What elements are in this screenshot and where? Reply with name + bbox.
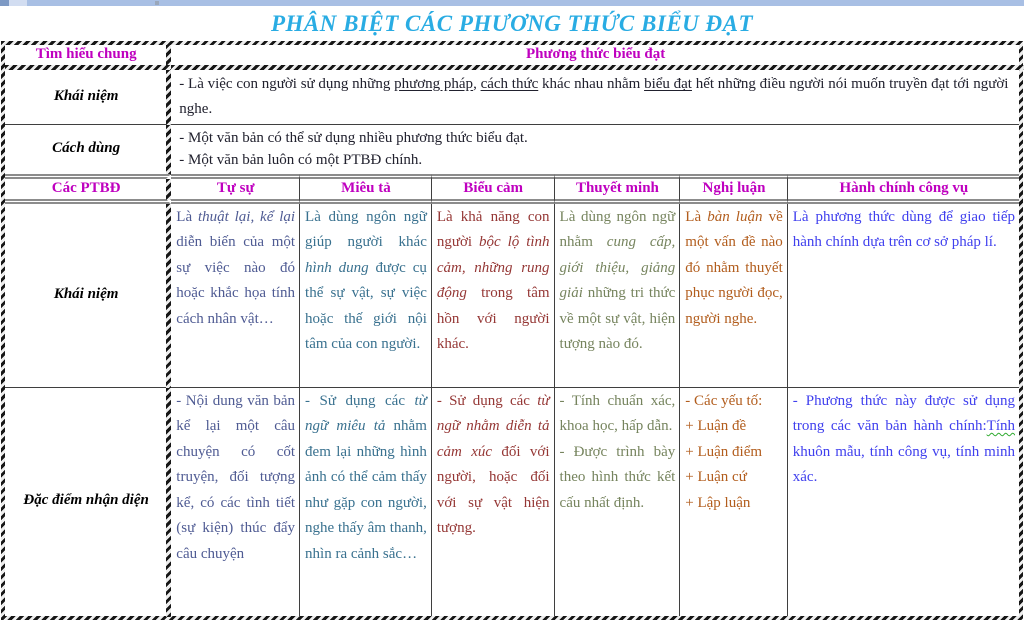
cell-khai-niem-row-label[interactable]: Khái niệm	[5, 204, 171, 388]
column-header-bieu-cam[interactable]: Biểu cảm	[432, 174, 555, 204]
column-header-nghi-luan[interactable]: Nghị luận	[680, 174, 787, 204]
column-header-mieu-ta[interactable]: Miêu tả	[300, 174, 432, 204]
cell-dac-diem-thuyet-minh[interactable]: - Tính chuẩn xác, khoa học, hấp dẫn. - Được trình bày theo hình thức kết cấu nhất định.	[555, 388, 681, 616]
cell-dac-diem-tu-su[interactable]: - Nội dung văn bản kể lại một câu chuyện có cốt truyện, đối tượng kể, có các tình tiết (sự kiện) thúc đẩy câu chuyện	[171, 388, 300, 616]
column-header-tu-su[interactable]: Tự sự	[171, 174, 300, 204]
table-row	[5, 45, 1019, 70]
cell-dac-diem-hanh-chinh[interactable]: - Phương thức này được sử dụng trong các văn bản hành chính:Tính khuôn mẫu, tính công vụ, tính minh xác.	[792, 392, 1015, 485]
table-row	[5, 125, 1019, 174]
cell-dac-diem-nghi-luan[interactable]: - Các yếu tố: + Luận đề + Luận điểm + Luận cứ + Lập luận	[680, 388, 787, 616]
cell-dac-diem-bieu-cam[interactable]: - Sử dụng các từ ngữ nhằm diễn tả cảm xúc đối với người, hoặc đối với sự vật hiện tượng.	[432, 388, 555, 616]
cell-khai-niem-nghi-luan[interactable]: Là bàn luận về một vấn đề nào đó nhằm thuyết phục người đọc, người nghe.	[680, 204, 787, 388]
cell-khai-niem-hanh-chinh[interactable]: Là phương thức dùng để giao tiếp hành chính dựa trên cơ sở pháp lí.	[788, 204, 1019, 388]
cell-phuong-thuc-bieu-dat[interactable]: Phương thức biểu đạt	[171, 45, 1019, 70]
cell-khai-niem-bieu-cam[interactable]: Là khả năng con người bộc lộ tình cảm, những rung động trong tâm hồn với người khác.	[432, 204, 555, 388]
cell-cach-dung-label[interactable]: Cách dùng	[5, 125, 171, 174]
page-title[interactable]: PHÂN BIỆT CÁC PHƯƠNG THỨC BIỂU ĐẠT	[270, 11, 754, 36]
chrome-tick-mark	[155, 1, 159, 5]
cell-dac-diem-row-label[interactable]: Đặc điểm nhận diện	[5, 388, 171, 616]
chrome-corner-block	[0, 0, 9, 6]
cell-cach-dung-content[interactable]	[171, 125, 1019, 174]
cell-khai-niem-mieu-ta[interactable]: Là dùng ngôn ngữ giúp người khác hình dung được cụ thể sự vật, sự việc hoặc thế giới nội tâm của con người.	[300, 204, 432, 388]
cell-dac-diem-mieu-ta[interactable]: - Sử dụng các từ ngữ miêu tả nhằm đem lại những hình ảnh có thể cảm thấy như gặp con người, nghe thấy âm thanh, nhìn ra cảnh sắc…	[300, 388, 432, 616]
table-header-row	[5, 174, 1019, 204]
table-row-dac-diem	[5, 388, 1019, 616]
table-row-khai-niem	[5, 204, 1019, 388]
table-row	[5, 70, 1019, 125]
cach-dung-line-1: - Một văn bản có thể sử dụng nhiều phương thức biểu đạt.	[179, 129, 528, 146]
comparison-table-wrapper	[1, 41, 1023, 620]
window-chrome-strip	[0, 0, 1024, 6]
cell-khai-niem-label[interactable]: Khái niệm	[5, 70, 171, 125]
column-header-hanh-chinh-cong-vu[interactable]: Hành chính công vụ	[788, 174, 1019, 204]
cell-tim-hieu-chung[interactable]: Tìm hiểu chung	[5, 45, 171, 70]
chrome-light-block	[9, 0, 27, 6]
cell-khai-niem-tu-su[interactable]: Là thuật lại, kể lại diễn biến của một sự việc nào đó hoặc khắc họa tính cách nhân vật…	[171, 204, 300, 388]
comparison-table	[5, 45, 1019, 616]
cell-khai-niem-general[interactable]: - Là việc con người sử dụng những phương pháp, cách thức khác nhau nhằm biểu đạt hết những điều người nói muốn truyền đạt tới người nghe.	[171, 70, 1019, 125]
column-header-thuyet-minh[interactable]: Thuyết minh	[555, 174, 681, 204]
cell-cac-ptbd[interactable]: Các PTBĐ	[5, 174, 171, 204]
cell-khai-niem-thuyet-minh[interactable]: Là dùng ngôn ngữ nhằm cung cấp, giới thiệu, giảng giải những tri thức về một sự vật, hiện tượng nào đó.	[555, 204, 681, 388]
cach-dung-line-2: - Một văn bản luôn có một PTBĐ chính.	[179, 152, 423, 168]
